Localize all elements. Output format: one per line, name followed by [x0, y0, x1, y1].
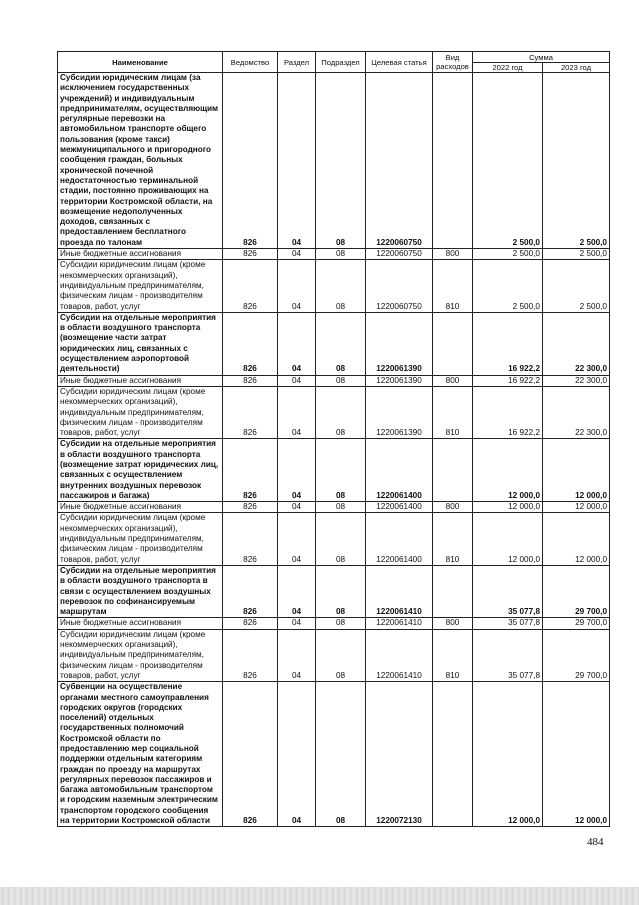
row-expense-type — [433, 565, 473, 617]
row-section: 04 — [278, 513, 316, 565]
header-section: Раздел — [278, 52, 316, 73]
row-expense-type: 800 — [433, 249, 473, 260]
table-row — [58, 375, 610, 386]
row-target: 1220061410 — [366, 565, 433, 617]
row-sum-2022: 35 077,8 — [473, 629, 543, 681]
row-sum-2022: 16 922,2 — [473, 375, 543, 386]
header-sum: Сумма — [473, 52, 610, 63]
row-subsection: 08 — [316, 502, 366, 513]
row-subsection: 08 — [316, 682, 366, 827]
header-target: Целевая статья — [366, 52, 433, 73]
row-name: Субвенции на осуществление органами местного самоуправления городских округов (городских поселений) отдельных государственных полномочий Костромской области по предоставлению мер социальной поддержки отдельным категориям граждан по проезду на маршрутах регулярных перевозок пассажиров и багажа автомобильным транспортом и городским наземным электрическим транспортом городского сообщения на территории Костромской области — [58, 682, 223, 827]
row-name: Субсидии юридическим лицам (кроме некоммерческих организаций), индивидуальным предпринимателям, физическим лицам - производителям товаров, работ, услуг — [58, 386, 223, 438]
table-header — [58, 52, 610, 73]
row-sum-2023: 12 000,0 — [543, 439, 610, 502]
row-sum-2023: 22 300,0 — [543, 386, 610, 438]
row-target: 1220072130 — [366, 682, 433, 827]
row-section: 04 — [278, 439, 316, 502]
row-name: Иные бюджетные ассигнования — [58, 249, 223, 260]
row-sum-2022: 16 922,2 — [473, 312, 543, 375]
row-subsection: 08 — [316, 618, 366, 629]
header-subsection: Подраздел — [316, 52, 366, 73]
row-name: Субсидии на отдельные мероприятия в области воздушного транспорта (возмещение затрат юридических лиц, связанных с осуществлением внутренних воздушных перевозок пассажиров и багажа) — [58, 439, 223, 502]
row-sum-2023: 2 500,0 — [543, 73, 610, 249]
table-row — [58, 386, 610, 438]
row-expense-type: 810 — [433, 386, 473, 438]
table-row — [58, 682, 610, 827]
table-row — [58, 439, 610, 502]
row-target: 1220061410 — [366, 618, 433, 629]
row-sum-2022: 2 500,0 — [473, 73, 543, 249]
row-sum-2022: 35 077,8 — [473, 618, 543, 629]
row-target: 1220061390 — [366, 312, 433, 375]
row-department: 826 — [223, 260, 278, 312]
row-sum-2022: 16 922,2 — [473, 386, 543, 438]
row-expense-type: 800 — [433, 618, 473, 629]
page-number: 484 — [587, 836, 604, 848]
row-name: Иные бюджетные ассигнования — [58, 375, 223, 386]
row-name: Иные бюджетные ассигнования — [58, 502, 223, 513]
row-expense-type: 810 — [433, 629, 473, 681]
row-sum-2022: 12 000,0 — [473, 513, 543, 565]
row-subsection: 08 — [316, 375, 366, 386]
row-expense-type — [433, 682, 473, 827]
table-row — [58, 565, 610, 617]
table-row — [58, 260, 610, 312]
scan-edge — [0, 887, 639, 905]
row-department: 826 — [223, 565, 278, 617]
row-name: Иные бюджетные ассигнования — [58, 618, 223, 629]
row-subsection: 08 — [316, 439, 366, 502]
row-sum-2023: 22 300,0 — [543, 312, 610, 375]
row-sum-2022: 12 000,0 — [473, 502, 543, 513]
row-target: 1220060750 — [366, 73, 433, 249]
row-sum-2022: 2 500,0 — [473, 249, 543, 260]
row-sum-2023: 29 700,0 — [543, 618, 610, 629]
row-section: 04 — [278, 565, 316, 617]
row-department: 826 — [223, 249, 278, 260]
row-target: 1220060750 — [366, 260, 433, 312]
row-department: 826 — [223, 375, 278, 386]
row-expense-type: 800 — [433, 375, 473, 386]
row-target: 1220061390 — [366, 375, 433, 386]
row-expense-type: 810 — [433, 260, 473, 312]
row-sum-2022: 2 500,0 — [473, 260, 543, 312]
row-department: 826 — [223, 502, 278, 513]
row-subsection: 08 — [316, 513, 366, 565]
row-sum-2022: 12 000,0 — [473, 439, 543, 502]
row-department: 826 — [223, 618, 278, 629]
header-name: Наименование — [58, 52, 223, 73]
row-department: 826 — [223, 386, 278, 438]
row-subsection: 08 — [316, 386, 366, 438]
row-subsection: 08 — [316, 260, 366, 312]
row-section: 04 — [278, 618, 316, 629]
row-target: 1220060750 — [366, 249, 433, 260]
row-section: 04 — [278, 312, 316, 375]
row-sum-2023: 12 000,0 — [543, 502, 610, 513]
row-target: 1220061410 — [366, 629, 433, 681]
row-sum-2023: 22 300,0 — [543, 375, 610, 386]
row-sum-2023: 2 500,0 — [543, 249, 610, 260]
table-row — [58, 249, 610, 260]
row-name: Субсидии юридическим лицам (кроме некоммерческих организаций), индивидуальным предпринимателям, физическим лицам - производителям товаров, работ, услуг — [58, 513, 223, 565]
row-department: 826 — [223, 629, 278, 681]
row-subsection: 08 — [316, 73, 366, 249]
row-section: 04 — [278, 249, 316, 260]
row-section: 04 — [278, 260, 316, 312]
row-target: 1220061400 — [366, 439, 433, 502]
row-section: 04 — [278, 386, 316, 438]
header-year-2023: 2023 год — [543, 63, 610, 73]
row-target: 1220061400 — [366, 502, 433, 513]
row-name: Субсидии юридическим лицам (кроме некоммерческих организаций), индивидуальным предпринимателям, физическим лицам - производителям товаров, работ, услуг — [58, 260, 223, 312]
row-expense-type: 800 — [433, 502, 473, 513]
row-sum-2023: 29 700,0 — [543, 565, 610, 617]
header-expense-type: Вид расходов — [433, 52, 473, 73]
table-row — [58, 629, 610, 681]
table-row — [58, 73, 610, 249]
table-row — [58, 618, 610, 629]
row-department: 826 — [223, 439, 278, 502]
row-name: Субсидии юридическим лицам (кроме некоммерческих организаций), индивидуальным предпринимателям, физическим лицам - производителям товаров, работ, услуг — [58, 629, 223, 681]
row-section: 04 — [278, 375, 316, 386]
row-department: 826 — [223, 312, 278, 375]
row-subsection: 08 — [316, 249, 366, 260]
row-department: 826 — [223, 513, 278, 565]
row-section: 04 — [278, 502, 316, 513]
header-year-2022: 2022 год — [473, 63, 543, 73]
row-sum-2023: 2 500,0 — [543, 260, 610, 312]
row-sum-2023: 12 000,0 — [543, 682, 610, 827]
row-subsection: 08 — [316, 565, 366, 617]
row-subsection: 08 — [316, 629, 366, 681]
table-row — [58, 312, 610, 375]
table-row — [58, 513, 610, 565]
row-sum-2022: 35 077,8 — [473, 565, 543, 617]
row-target: 1220061390 — [366, 386, 433, 438]
row-section: 04 — [278, 73, 316, 249]
row-expense-type — [433, 312, 473, 375]
row-expense-type: 810 — [433, 513, 473, 565]
row-section: 04 — [278, 629, 316, 681]
table-body — [58, 73, 610, 827]
row-subsection: 08 — [316, 312, 366, 375]
row-name: Субсидии юридическим лицам (за исключением государственных учреждений) и индивидуальным предпринимателям, осуществляющим регулярные перевозки на автомобильном транспорте общего пользования (кроме такси) межмуниципального и пригородного сообщения граждан, больных хронической почечной недостаточностью терминальной стадии, постоянно проживающих на территории Костромской области, на возмещение недополученных доходов, связанных с предоставлением бесплатного проезда по талонам — [58, 73, 223, 249]
row-section: 04 — [278, 682, 316, 827]
row-department: 826 — [223, 682, 278, 827]
row-expense-type — [433, 439, 473, 502]
row-sum-2022: 12 000,0 — [473, 682, 543, 827]
budget-table — [57, 51, 610, 827]
header-department: Ведомство — [223, 52, 278, 73]
row-name: Субсидии на отдельные мероприятия в области воздушного транспорта в связи с осуществлением воздушных перевозок по софинансируемым маршрутам — [58, 565, 223, 617]
row-sum-2023: 12 000,0 — [543, 513, 610, 565]
row-sum-2023: 29 700,0 — [543, 629, 610, 681]
row-expense-type — [433, 73, 473, 249]
budget-table-container — [57, 51, 609, 827]
table-row — [58, 502, 610, 513]
row-department: 826 — [223, 73, 278, 249]
row-name: Субсидии на отдельные мероприятия в области воздушного транспорта (возмещение части затрат юридических лиц, связанных с осуществлением аэропортовой деятельности) — [58, 312, 223, 375]
row-target: 1220061400 — [366, 513, 433, 565]
